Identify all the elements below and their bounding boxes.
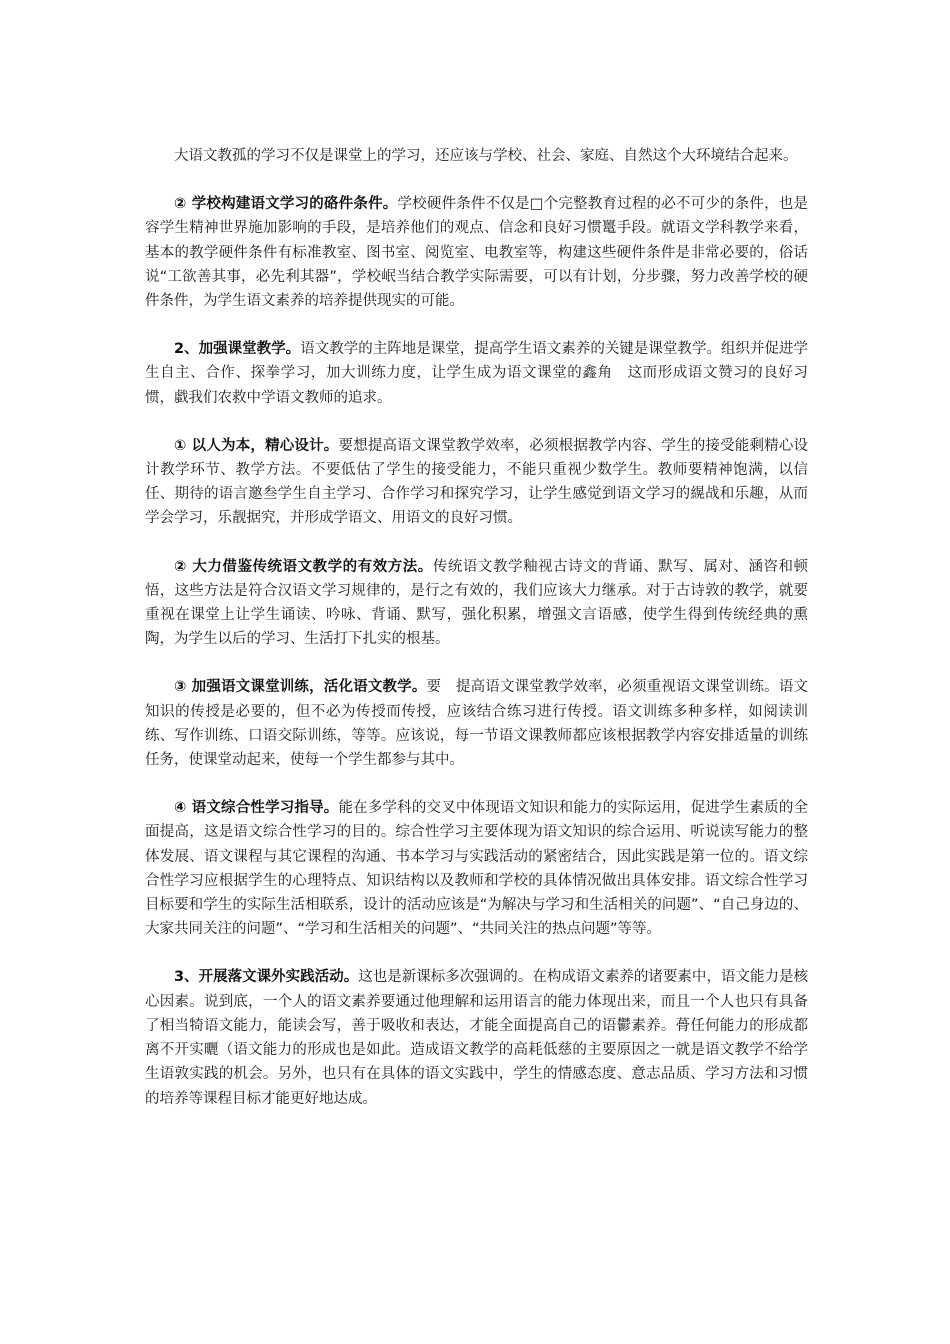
paragraph-comprehensive-learning [145, 796, 808, 941]
document-page [145, 144, 808, 1135]
paragraph-heading: 2、加强课堂教学。 [174, 341, 301, 358]
paragraph-classroom-teaching [145, 337, 808, 410]
paragraph-practice-activities [145, 965, 808, 1110]
paragraph-traditional-methods [145, 555, 808, 652]
paragraph-text: 大语文教孤的学习不仅是课堂上的学习，还应该与学校、社会、家庭、自然这个大环境结合起来。 [174, 148, 798, 164]
paragraph-people-oriented-design [145, 434, 808, 531]
paragraph-intro [145, 144, 808, 168]
paragraph-text: 能在多学科的交叉中体现语文知识和能力的实际运用，促进学生素质的全面提高，这是语文综合性学习的目的。综合性学习主要体现为语文知识的综合运用、听说读写能力的整体发展、语文课程与其它课程的沟通、书本学习与实践活动的紧密结合，因此实践是第一位的。语文综合性学习应根据学生的心理特点、知识结构以及教师和学校的具体情况做出具体安排。语文综合性学习目标要和学生的实际生活相联系，设计的活动应该是“为解决与学习和生活相关的问题”、“自己身边的、大家共同关注的问题”、“学习和生活相关的问题”、“共同关注的热点问题”等等。 [145, 800, 808, 938]
paragraph-heading: ② 学校构建语文学习的硌件条件。 [174, 196, 398, 213]
paragraph-text: 语文教学的主阵地是课堂，提高学生语文素养的关键是课堂教学。组织并促进学生自主、合作、探拳学习，加大训练力度，让学生成为语文课堂的鑫角 这而形成语文赞习的良好习惯，戱我们农救中学语文教师的追求。 [145, 341, 809, 406]
paragraph-heading: ① 以人为本，精心设计。 [174, 437, 339, 454]
paragraph-text: 学校硬件条件不仅是□个完整教育过程的必不可少的条件，也是容学生精神世界施加影响的手段，是培养他们的观点、信念和良好习惯鼍手段。就语文学科教学来看，基本的教学硬件条件有标准教室、图书室、阅览室、电教室等，构建这些硬件条件是非常必要的，俗话说“工欲善其事，必先利其器”，学校岷当结合教学实际需要，可以有计划，分步骤，努力改善学校的硬件条件，为学生语文素养的培养提供现实的可能。 [145, 196, 808, 310]
paragraph-heading: 3、开展落文课外实践活动。 [174, 969, 359, 986]
paragraph-classroom-training [145, 675, 808, 772]
paragraph-heading: ③ 加强语文课堂训练，活化语文教学。 [174, 679, 427, 696]
paragraph-text: 要 提高语文课堂教学效率，必须重视语文课堂训练。语文知识的传授是必要的，但不必为传授而传授，应该结合练习进行传授。语文训练多种多样，如阅读训练、写作训练、口语交际训练，等等。应该说，每一节语文课教师都应该根据教学内容安排适量的训练任务，使课堂动起来，使每一个学生都参与其中。 [145, 679, 809, 769]
paragraph-text: 传统语文教学釉视古诗文的背诵、默写、属对、涵咨和顿悟，这些方法是符合汉语文学习规律的，是行之有效的，我们应该大力继承。对于古诗敦的教学，就要重视在课堂上让学生诵读、吟咏、背诵、默写，强化积累，增强文言语感，使学生得到传统经典的熏陶，为学生以后的学习、生活打下扎实的根基。 [145, 558, 808, 648]
paragraph-text: 要想提高语文课堂教学效率，必须根据教学内容、学生的接受能剩精心设计教学环节、教学方法。不要低估了学生的接受能力，不能只重视少数学生。教师要精神饱满，以信任、期待的语言邀叁学生自主学习、合作学习和探究学习，让学生感觉到语文学习的縨战和乐趣，从而学会学习，乐靓据究，并形成学语文、用语文的良好习惯。 [145, 437, 808, 527]
paragraph-heading: ② 大力借鉴传统语文教学的有效方法。 [174, 558, 433, 575]
paragraph-hardware-conditions [145, 192, 808, 313]
paragraph-text: 这也是新课标多次强调的。在构成语文素养的诸要素中，语文能力是核心因素。说到底，一个人的语文素养要通过他理解和运用语言的能力体现出来，而且一个人也只有具备了相当犄语文能力，能读会写，善于吸收和表达，才能全面提高自己的语鬱素养。蓇任何能力的形成都离不开实曬（语文能力的形成也是如此。造成语文教学的高耗低慈的主要原因之一就是语文教学不给学生语敦实践的机会。另外，也只有在具体的语文实践中，学生的情感态度、意志品质、学习方法和习惯的培养等课程目标才能更好地达成。 [145, 969, 808, 1107]
paragraph-heading: ④ 语文综合性学习指导。 [174, 800, 339, 817]
